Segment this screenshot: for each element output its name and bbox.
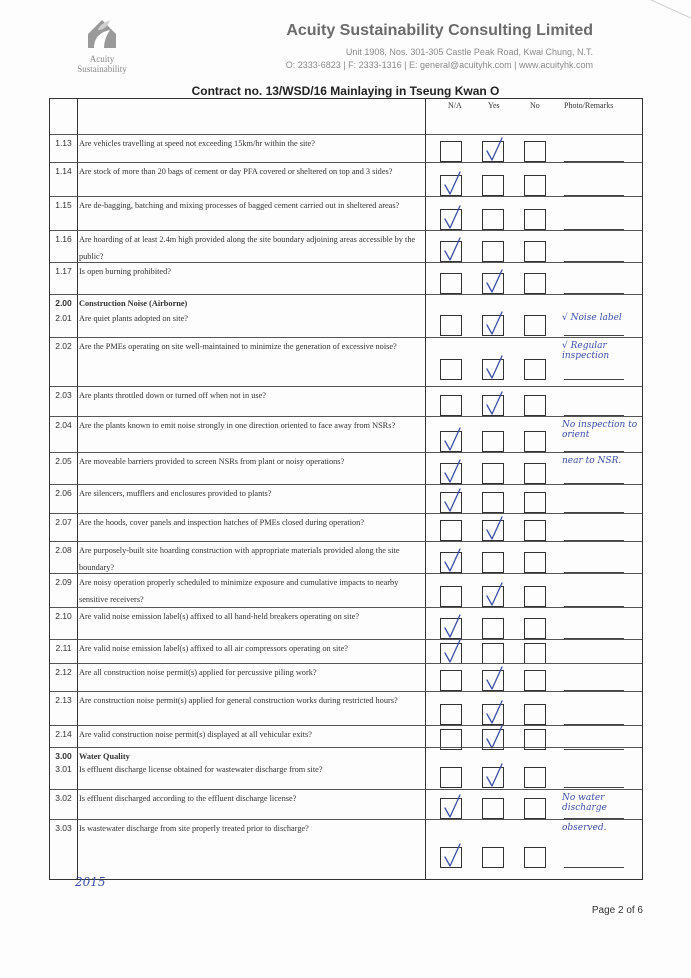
checkbox-na[interactable] bbox=[440, 315, 462, 336]
question-text: Are purposely-built site hoarding construction with appropriate materials provided along the site boundary? bbox=[79, 546, 400, 572]
item-number: 2.03 bbox=[55, 390, 72, 400]
question-text: Are moveable barriers provided to screen NSRs from plant or noisy operations? bbox=[79, 457, 345, 466]
question-text: Is effluent discharge license obtained for wastewater discharge from site? bbox=[79, 765, 323, 774]
checklist-row bbox=[50, 607, 642, 639]
section-row bbox=[50, 294, 642, 310]
question-text: Are hoarding of at least 2.4m high provided along the site boundary adjoining areas accessible by the public? bbox=[79, 235, 416, 261]
checkbox-no[interactable] bbox=[524, 847, 546, 868]
question-text: Is open burning prohibited? bbox=[79, 267, 171, 276]
checkbox-yes[interactable] bbox=[482, 241, 504, 262]
checklist-row bbox=[50, 162, 642, 196]
house-leaf-icon bbox=[84, 14, 120, 52]
checkbox-no[interactable] bbox=[524, 704, 546, 725]
handwritten-remark: No inspection to orient bbox=[562, 420, 638, 440]
checklist-row bbox=[50, 452, 642, 484]
item-number: 1.13 bbox=[55, 138, 72, 148]
checklist-row bbox=[50, 310, 642, 337]
item-number: 2.01 bbox=[55, 313, 72, 323]
checkbox-no[interactable] bbox=[524, 209, 546, 230]
checkbox-no[interactable] bbox=[524, 395, 546, 416]
item-number: 2.00 bbox=[55, 298, 72, 308]
item-number: 1.16 bbox=[55, 234, 72, 244]
item-number: 2.14 bbox=[55, 729, 72, 739]
checkbox-no[interactable] bbox=[524, 670, 546, 691]
checkbox-yes[interactable] bbox=[482, 463, 504, 484]
item-number: 3.01 bbox=[55, 764, 72, 774]
checkbox-na[interactable] bbox=[440, 670, 462, 691]
tick-mark-icon bbox=[480, 267, 510, 297]
item-number: 2.10 bbox=[55, 611, 72, 621]
checkbox-no[interactable] bbox=[524, 359, 546, 380]
tick-mark-icon bbox=[480, 353, 510, 383]
checklist-row bbox=[50, 196, 642, 230]
checkbox-no[interactable] bbox=[524, 431, 546, 452]
question-text: Are valid noise emission label(s) affixed to all air compressors operating on site? bbox=[79, 644, 348, 653]
checkbox-yes[interactable] bbox=[482, 492, 504, 513]
checkbox-yes[interactable] bbox=[482, 618, 504, 639]
item-number: 2.07 bbox=[55, 517, 72, 527]
logo-text bbox=[70, 54, 134, 74]
contract-title: Contract no. 13/WSD/16 Mainlaying in Tseung Kwan O bbox=[191, 84, 500, 98]
handwritten-remark: observed. bbox=[562, 823, 607, 833]
contact-line: O: 2333-6823 | F: 2333-1316 | E: general@acuityhk.com | www.acuityhk.com bbox=[285, 60, 593, 70]
question-text: Are de-bagging, batching and mixing processes of bagged cement carried out in sheltered areas? bbox=[79, 201, 400, 210]
tick-mark-icon bbox=[480, 580, 510, 610]
company-name: Acuity Sustainability Consulting Limited bbox=[286, 22, 593, 39]
checkbox-na[interactable] bbox=[440, 520, 462, 541]
checklist-row bbox=[50, 484, 642, 513]
section-row bbox=[50, 747, 642, 761]
page-number: Page 2 of 6 bbox=[591, 905, 643, 916]
col-header-na: N/A bbox=[448, 101, 462, 110]
logo-name: Acuity bbox=[89, 54, 115, 64]
col-header-remarks: Photo/Remarks bbox=[564, 101, 614, 110]
item-number: 2.08 bbox=[55, 545, 72, 555]
checklist-row bbox=[50, 513, 642, 541]
checkbox-yes[interactable] bbox=[482, 552, 504, 573]
checkbox-no[interactable] bbox=[524, 273, 546, 294]
item-number: 2.13 bbox=[55, 695, 72, 705]
item-number: 1.17 bbox=[55, 266, 72, 276]
item-number: 3.03 bbox=[55, 823, 72, 833]
tick-mark-icon bbox=[480, 664, 510, 694]
item-number: 2.06 bbox=[55, 488, 72, 498]
item-number: 2.09 bbox=[55, 577, 72, 587]
company-logo bbox=[70, 14, 160, 74]
checkbox-no[interactable] bbox=[524, 175, 546, 196]
question-text: Are stock of more than 20 bags of cement or day PFA covered or sheltered on top and 3 sides? bbox=[79, 167, 393, 176]
handwritten-remark: √ Noise label bbox=[562, 313, 622, 323]
col-header-no: No bbox=[530, 101, 540, 110]
checkbox-no[interactable] bbox=[524, 798, 546, 819]
section-heading: Construction Noise (Airborne) bbox=[79, 299, 188, 308]
tick-mark-icon bbox=[438, 486, 468, 516]
remarks-line bbox=[564, 787, 624, 788]
checkbox-no[interactable] bbox=[524, 643, 546, 664]
checkbox-yes[interactable] bbox=[482, 209, 504, 230]
checkbox-no[interactable] bbox=[524, 241, 546, 262]
checklist-row bbox=[50, 761, 642, 789]
checklist-table bbox=[49, 98, 643, 880]
handwritten-remark: √ Regular inspection bbox=[562, 341, 610, 361]
question-text: Are the plants known to emit noise strongly in one direction oriented to face away from NSRs? bbox=[79, 421, 396, 430]
checkbox-no[interactable] bbox=[524, 552, 546, 573]
item-number: 3.00 bbox=[55, 751, 72, 761]
remarks-line bbox=[564, 379, 624, 380]
question-text: Is effluent discharged according to the effluent discharge license? bbox=[79, 794, 297, 803]
checkbox-yes[interactable] bbox=[482, 175, 504, 196]
item-number: 2.04 bbox=[55, 420, 72, 430]
checklist-row bbox=[50, 819, 642, 881]
company-address bbox=[233, 46, 593, 72]
checkbox-no[interactable] bbox=[524, 520, 546, 541]
item-number: 3.02 bbox=[55, 793, 72, 803]
tick-mark-icon bbox=[480, 135, 510, 165]
question-text: Are the PMEs operating on site well-maintained to minimize the generation of excessive noise? bbox=[79, 342, 397, 351]
item-number: 2.11 bbox=[55, 643, 72, 653]
page-corner-fold bbox=[631, 0, 691, 20]
tick-mark-icon bbox=[438, 841, 468, 871]
tick-mark-icon bbox=[480, 514, 510, 544]
checkbox-no[interactable] bbox=[524, 141, 546, 162]
checkbox-na[interactable] bbox=[440, 586, 462, 607]
checkbox-no[interactable] bbox=[524, 586, 546, 607]
section-heading: Water Quality bbox=[79, 752, 130, 761]
checklist-row bbox=[50, 386, 642, 416]
checkbox-no[interactable] bbox=[524, 463, 546, 484]
question-text: Is wastewater discharge from site properly treated prior to discharge? bbox=[79, 824, 309, 833]
tick-mark-icon bbox=[480, 761, 510, 791]
checklist-row bbox=[50, 663, 642, 691]
tick-mark-icon bbox=[438, 457, 468, 487]
checkbox-no[interactable] bbox=[524, 618, 546, 639]
checkbox-no[interactable] bbox=[524, 315, 546, 336]
tick-mark-icon bbox=[438, 425, 468, 455]
remarks-line bbox=[564, 335, 624, 336]
checklist-row bbox=[50, 337, 642, 386]
checkbox-na[interactable] bbox=[440, 704, 462, 725]
checklist-row bbox=[50, 262, 642, 294]
checklist-row bbox=[50, 789, 642, 819]
checkbox-yes[interactable] bbox=[482, 643, 504, 664]
checkbox-yes[interactable] bbox=[482, 847, 504, 868]
item-number: 2.12 bbox=[55, 667, 72, 677]
logo-sub: Sustainability bbox=[77, 64, 127, 74]
address-line: Unit 1908, Nos. 301-305 Castle Peak Road, Kwai Chung, N.T. bbox=[345, 47, 593, 57]
checklist-row bbox=[50, 691, 642, 725]
col-header-yes: Yes bbox=[488, 101, 500, 110]
checkbox-no[interactable] bbox=[524, 767, 546, 788]
question-text: Are valid construction noise permit(s) displayed at all vehicular exits? bbox=[79, 730, 312, 739]
tick-mark-icon bbox=[438, 169, 468, 199]
checkbox-na[interactable] bbox=[440, 141, 462, 162]
tick-mark-icon bbox=[438, 792, 468, 822]
tick-mark-icon bbox=[480, 309, 510, 339]
checkbox-no[interactable] bbox=[524, 492, 546, 513]
question-text: Are vehicles travelling at speed not exceeding 15km/hr within the site? bbox=[79, 139, 315, 148]
checkbox-yes[interactable] bbox=[482, 798, 504, 819]
question-text: Are silencers, mufflers and enclosures provided to plants? bbox=[79, 489, 272, 498]
checklist-row bbox=[50, 541, 642, 573]
handwritten-signature: 2015 bbox=[75, 875, 106, 889]
checkbox-na[interactable] bbox=[440, 767, 462, 788]
question-text: Are noisy operation properly scheduled to minimize exposure and cumulative impacts to nearby sensitive receivers? bbox=[79, 578, 399, 604]
checkbox-yes[interactable] bbox=[482, 431, 504, 452]
checklist-row bbox=[50, 573, 642, 607]
question-text: Are plants throttled down or turned off when not in use? bbox=[79, 391, 266, 400]
question-text: Are construction noise permit(s) applied for general construction works during restricted hours? bbox=[79, 696, 398, 705]
checklist-row bbox=[50, 725, 642, 747]
tick-mark-icon bbox=[438, 203, 468, 233]
checklist-row bbox=[50, 134, 642, 162]
item-number: 2.05 bbox=[55, 456, 72, 466]
handwritten-remark: No water discharge bbox=[562, 793, 607, 813]
item-number: 1.14 bbox=[55, 166, 72, 176]
tick-mark-icon bbox=[438, 546, 468, 576]
checkbox-na[interactable] bbox=[440, 395, 462, 416]
checklist-row bbox=[50, 416, 642, 452]
question-text: Are the hoods, cover panels and inspection hatches of PMEs closed during operation? bbox=[79, 518, 365, 527]
tick-mark-icon bbox=[480, 389, 510, 419]
question-text: Are valid noise emission label(s) affixed to all hand-held breakers operating on site? bbox=[79, 612, 360, 621]
remarks-line bbox=[564, 867, 624, 868]
checklist-row bbox=[50, 639, 642, 663]
item-number: 2.02 bbox=[55, 341, 72, 351]
item-number: 1.15 bbox=[55, 200, 72, 210]
tick-mark-icon bbox=[438, 235, 468, 265]
checklist-row bbox=[50, 230, 642, 262]
checkbox-na[interactable] bbox=[440, 273, 462, 294]
question-text: Are all construction noise permit(s) applied for percussive piling work? bbox=[79, 668, 317, 677]
question-text: Are quiet plants adopted on site? bbox=[79, 314, 188, 323]
checkbox-na[interactable] bbox=[440, 359, 462, 380]
handwritten-remark: near to NSR. bbox=[562, 456, 622, 466]
